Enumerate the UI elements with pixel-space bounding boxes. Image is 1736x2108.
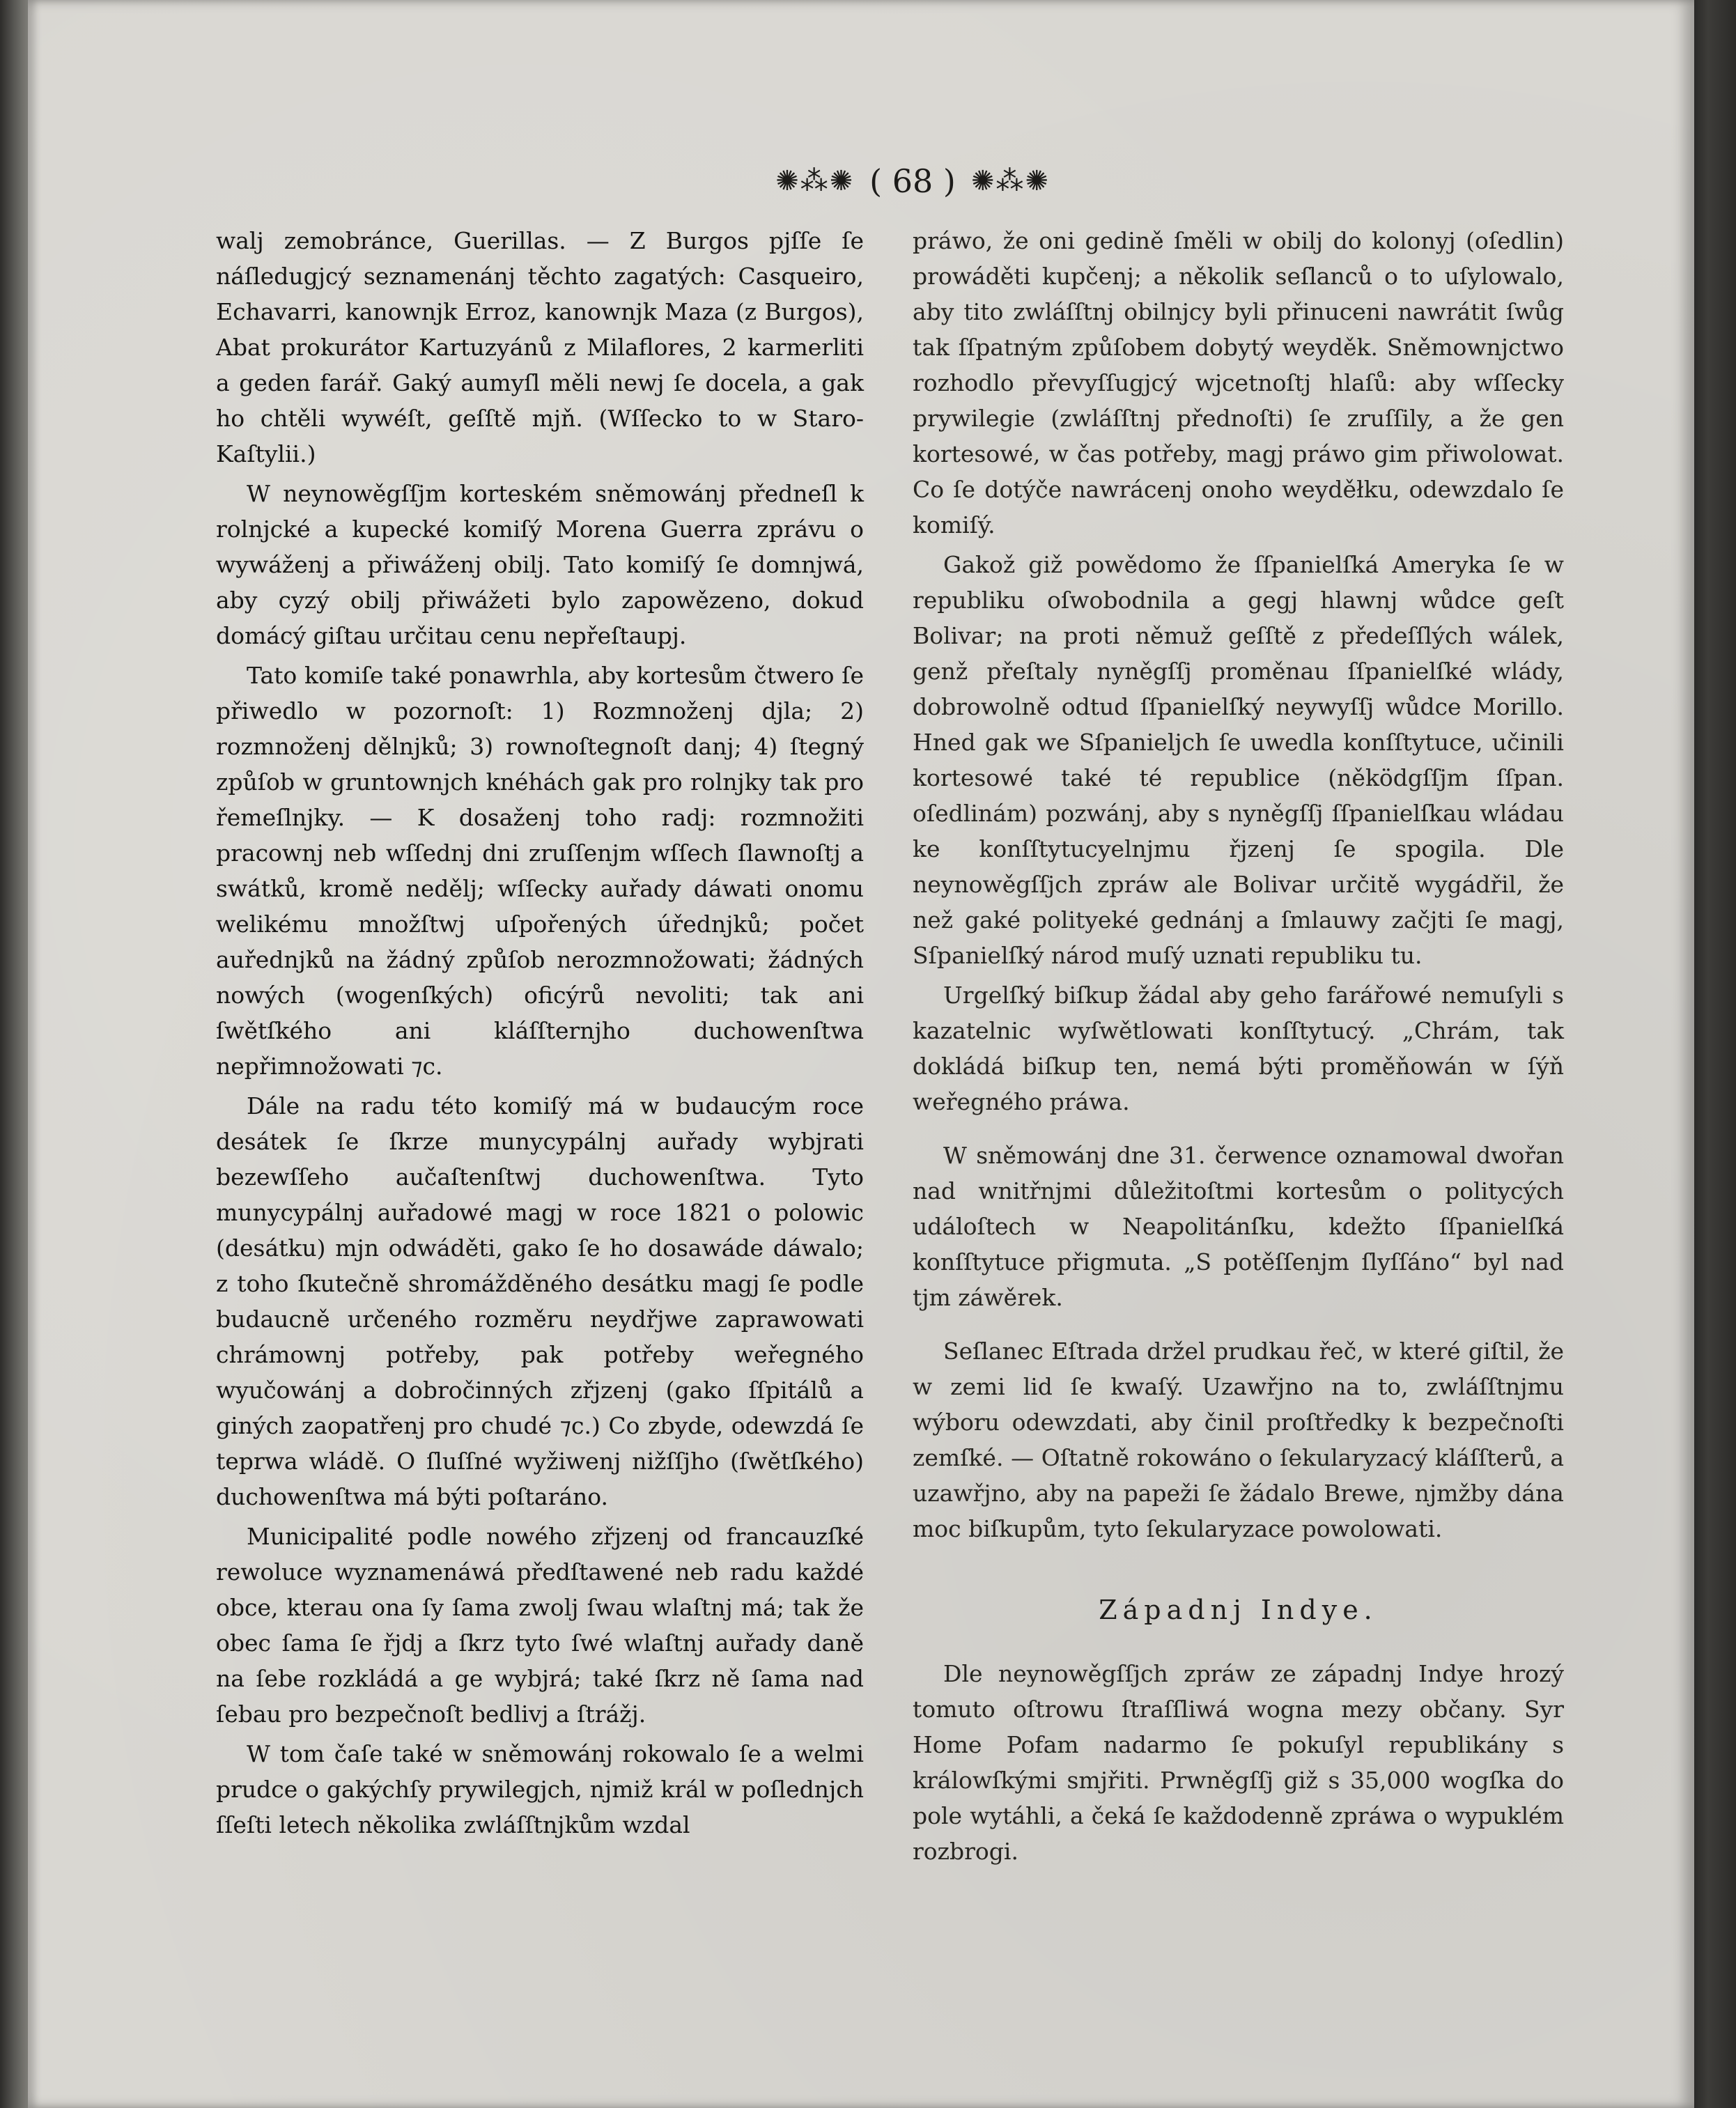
- paragraph: W neynowěgſſjm korteském sněmowánj předneſl k rolnjcké a kupecké komiſý Morena Guerra zprávu o wywáženj a přiwáženj obilj. Tato komiſý ſe domnjwá, aby cyzý obilj přiwážeti bylo zapowězeno, dokud domácý giſtau určitau cenu nepřeſtaupj.: [216, 480, 864, 649]
- paragraph: walj zemobránce, Guerillas. — Z Burgos pjſſe ſe náſledugjcý seznamenánj těchto zagatých: Casqueiro, Echavarri, kanownjk Erroz, kanownjk Maza (z Burgos), Abat prokurátor Kartuzyánů z Milaflores, 2 karmerliti a geden farář. Gaký aumyſl měli newj ſe docela, a gak ho chtěli wywéſt, geſſtě mjň. (Wſſecko to w Staro-Kaſtylii.): [216, 227, 864, 467]
- paragraph: Dále na radu této komiſý má w budaucým roce desátek ſe ſkrze munycypálnj auřady wybjrati bezewſſeho aučaſtenſtwj duchowenſtwa. Tyto munycypálnj auřadowé magj w roce 1821 o polowic (desátku) mjn odwáděti, gako ſe ho dosawáde dáwalo; z toho ſkutečně shromážděného desátku magj ſe podle budaucně určeného rozměru neydřjwe zaprawowati chrámownj potřeby, pak potřeby weřegného wyučowánj a dobročinných zřjzenj (gako ſſpitálů a giných zaopatřenj pro chudé ⁊c.) Co zbyde, odewzdá ſe teprwa wládě. O ſluſſné wyžiwenj nižſſjho (ſwětſkého) duchowenſtwa má býti poſtaráno.: [216, 1092, 864, 1510]
- right-column: [913, 223, 1564, 1873]
- paragraph: Gakož giž powědomo že ſſpanielſká Ameryka ſe w republiku oſwobodnila a gegj hlawnj wůdce geſt Bolivar; na proti němuž geſſtě z předeſſlých wálek, genž přeſtaly nyněgſſj proměnau ſſpanielſké wlády, dobrowolně odtud ſſpanielſký neywyſſj wůdce Morillo. Hned gak we Sſpanieljch ſe uwedla konſſtytuce, učinili kortesowé také té republice (něködgſſjm ſſpan. oſedlinám) pozwánj, aby s nyněgſſj ſſpanielſkau wládau ke konſſtytucyelnjmu řjzenj ſe spogila. Dle neynowěgſſjch zpráw ale Bolivar určitě wygádřil, že než gaké polityeké gednánj a ſmlauwy začjti ſe magj, Sſpanielſký národ muſý uznati republiku tu.: [913, 551, 1564, 969]
- paragraph: W tom čaſe také w sněmowánj rokowalo ſe a welmi prudce o gakýchſy prywilegjch, njmiž král w poſlednjch ſſeſti letech několika zwláſſtnjkům wzdal: [216, 1740, 864, 1838]
- page-edge-shadow: [1694, 0, 1736, 2108]
- paragraph: Seſlanec Eſtrada držel prudkau řeč, w které giſtil, že w zemi lid ſe kwaſý. Uzawřjno na to, zwláſſtnjmu wýboru odewzdati, aby činil proſtředky k bezpečnoſti zemſké. — Oſtatně rokowáno o ſekularyzacý kláſſterů, a uzawřjno, aby na papeži ſe žádalo Brewe, njmžby dána moc biſkupům, tyto ſekularyzace powolowati.: [913, 1338, 1564, 1542]
- section-heading: Západnj Indye.: [1099, 1595, 1378, 1625]
- paragraph: Tato komiſe také ponawrhla, aby kortesům čtwero ſe přiwedlo w pozornoſt: 1) Rozmnoženj djla; 2) rozmnoženj dělnjků; 3) rownoſtegnoſt danj; 4) ſtegný způſob w gruntownjch knéhách gak pro rolnjky tak pro řemeſlnjky. — K dosaženj toho radj: rozmnožiti pracownj neb wſſednj dni zruſſenjm wſſech ſlawnoſtj a swátků, kromě nedělj; wſſecky auřady dáwati onomu welikému množſtwj uſpořených úřednjků; počet auřednjků na žádný způſob nerozmnožowati; žádných nowých (wogenſkých) oficýrů nevoliti; tak ani ſwětſkého ani kláſſternjho duchowenſtwa nepřimnožowati ⁊c.: [216, 662, 864, 1080]
- paragraph: W sněmowánj dne 31. čerwence oznamowal dwořan nad wnitřnjmi důležitoſtmi kortesům o politycých událoſtech w Neapolitánſku, kdežto ſſpanielſká konſſtytuce přigmuta. „S potěſſenjm ſlyſſáno“ byl nad tjm záwěrek.: [913, 1142, 1564, 1311]
- ornament-right-icon: ✺⁂✺: [970, 165, 1050, 197]
- ornament-left-icon: ✺⁂✺: [775, 165, 855, 197]
- left-column: [216, 223, 864, 1847]
- page-number: ( 68 ): [869, 162, 956, 200]
- paragraph: Dle neynowěgſſjch zpráw ze západnj Indye hrozý tomuto oſtrowu ſtraſſliwá wogna mezy občany. Syr Home Pofam nadarmo ſe pokuſyl republikány s králowſkými smjřiti. Prwněgſſj giž s 35,000 wogſka do pole wytáhli, a čeká ſe každodenně zpráwa o wypuklém rozbrogi.: [913, 1660, 1564, 1865]
- paragraph: práwo, že oni gedině ſměli w obilj do kolonyj (oſedlin) prowáděti kupčenj; a několik seſlanců o to uſylowalo, aby tito zwláſſtnj obilnjcy byli přinuceni nawrátit ſwůg tak ſſpatným způſobem dobytý weyděk. Sněmownjctwo rozhodlo převyſſugjcý wjcetnoſtj hlaſů: aby wſſecky prywilegie (zwláſſtnj přednoſti) ſe zruſſily, a že gen kortesowé, w čas potřeby, magj práwo gim přiwolowat. Co ſe dotýče nawrácenj onoho weyděłku, odewzdalo ſe komiſý.: [913, 227, 1564, 538]
- paragraph: Urgelſký biſkup žádal aby geho farářowé nemuſyli s kazatelnic wyſwětlowati konſſtytucý. „Chrám, tak dokládá biſkup ten, nemá býti proměňowán w ſýň weřegného práwa.: [913, 982, 1564, 1115]
- paragraph: Municipalité podle nowého zřjzenj od francauzſké rewoluce wyznamenáwá předſtawené neb radu každé obce, kterau ona ſy ſama zwolj ſwau wlaſtnj má; tak že obec ſama ſe řjdj a ſkrz tyto ſwé wlaſtnj auřady daně na ſebe rozkládá a ge wybjrá; také ſkrz ně ſama nad ſebau pro bezpečnoſt bedlivj a ſtrážj.: [216, 1523, 864, 1728]
- page-header: [738, 157, 1087, 206]
